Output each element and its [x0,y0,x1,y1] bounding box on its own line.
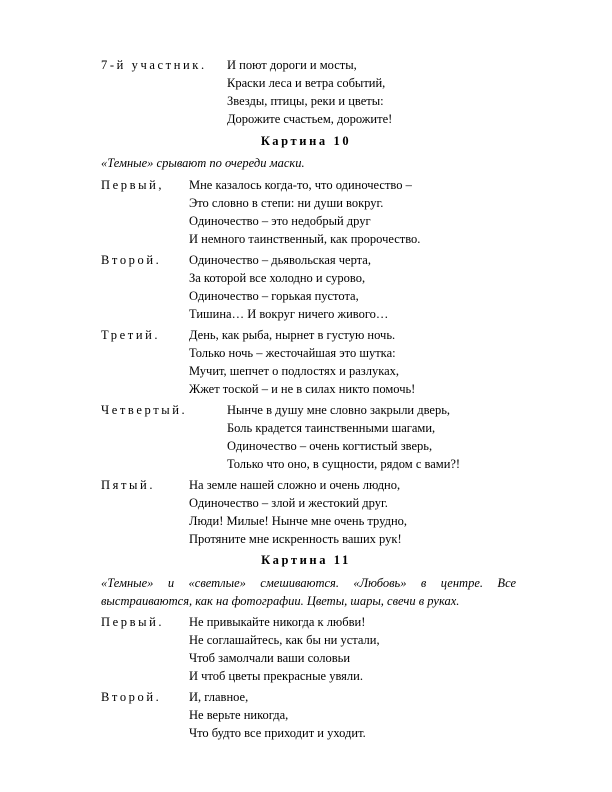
speaker-second: Второй. [101,253,162,267]
verse-line: Звезды, птицы, реки и цветы: [227,94,384,108]
verse-line: Люди! Милые! Нынче мне очень трудно, [189,514,408,528]
verse-line: Мучит, шепчет о подлостях и разлуках, [189,364,400,378]
verse-line: За которой все холодно и сурово, [189,271,366,285]
speaker-fifth: Пятый. [101,478,156,492]
verse-line: Чтоб замолчали ваши соловьи [189,651,351,665]
verse-line: Что будто все приходит и уходит. [189,726,366,740]
verse-line: Боль крадется таинственными шагами, [227,421,436,435]
verse-line: Не верьте никогда, [189,708,289,722]
verse-line: Жжет тоской – и не в силах никто помочь! [189,382,416,396]
verse-line: День, как рыба, нырнет в густую ночь. [189,328,396,342]
stage-direction-line: «Темные» и «светлые» смешиваются. «Любовь» в центре. Все [101,576,516,590]
verse-line: Одиночество – злой и жестокий друг. [189,496,388,510]
verse-line: Тишина… И вокруг ничего живого… [189,307,389,321]
verse-line: И, главное, [189,690,249,704]
verse-line: И немного таинственный, как пророчество. [189,232,421,246]
stage-direction: «Темные» срывают по очереди маски. [101,156,305,170]
verse-line: Дорожите счастьем, дорожите! [227,112,393,126]
scene-11-heading: Картина 11 [261,553,351,567]
verse-line: Нынче в душу мне словно закрыли дверь, [227,403,451,417]
verse-line: Одиночество – это недобрый друг [189,214,371,228]
verse-line: Краски леса и ветра событий, [227,76,386,90]
verse-line: Не привыкайте никогда к любви! [189,615,366,629]
speaker-second: Второй. [101,690,162,704]
verse-line: Только что оно, в сущности, рядом с вами?! [227,457,461,471]
verse-line: Мне казалось когда-то, что одиночество – [189,178,412,192]
verse-line: Это словно в степи: ни души вокруг. [189,196,384,210]
verse-line: Одиночество – горькая пустота, [189,289,359,303]
stage-direction-line: выстраиваются, как на фотографии. Цветы, шары, свечи в руках. [101,594,460,608]
verse-line: Только ночь – жесточайшая это шутка: [189,346,396,360]
verse-line: Одиночество – дьявольская черта, [189,253,371,267]
speaker-first: Первый, [101,178,165,192]
verse-line: На земле нашей сложно и очень людно, [189,478,401,492]
scene-10-heading: Картина 10 [260,134,352,148]
verse-line: Не соглашайтесь, как бы ни устали, [189,633,380,647]
verse-line: И чтоб цветы прекрасные увяли. [189,669,363,683]
verse-line: Протяните мне искренность ваших рук! [189,532,402,546]
verse-line: И поют дороги и мосты, [227,58,357,72]
verse-line: Одиночество – очень когтистый зверь, [227,439,433,453]
speaker-first: Первый. [101,615,165,629]
speaker-third: Третий. [101,328,161,342]
speaker-fourth: Четвертый. [101,403,188,417]
speaker-7th-participant: 7-й участник. [101,58,207,72]
